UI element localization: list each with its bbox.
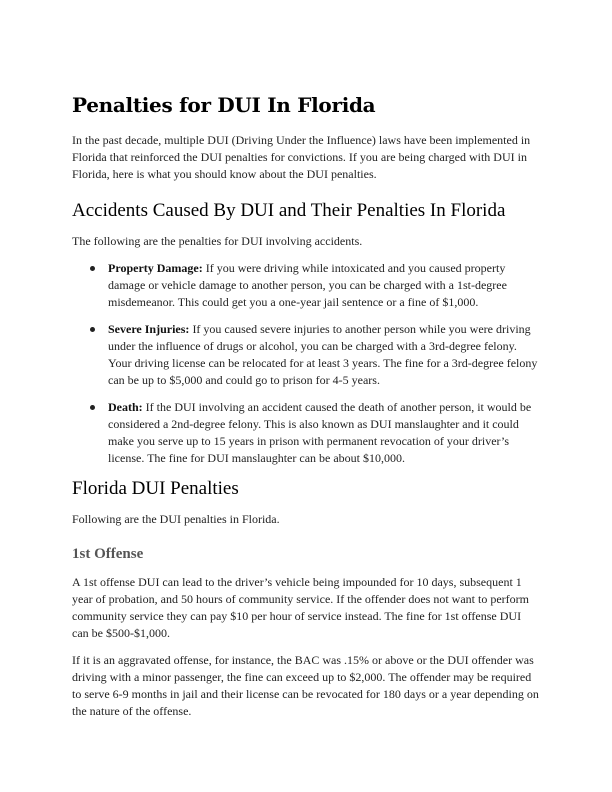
list-item-label: Death: xyxy=(108,400,143,414)
first-offense-paragraph-2: If it is an aggravated offense, for instance, the BAC was .15% or above or the DUI offender was driving with a minor passenger, the fine can exceed up to $2,000. The offender may be required to serve 6-9 months in jail and their license can be revocated for 180 days or a year depending on the nature of the offense. xyxy=(72,653,539,718)
list-item-property-damage xyxy=(108,260,540,311)
accidents-heading: Accidents Caused By DUI and Their Penalties In Florida xyxy=(72,200,506,221)
first-offense-heading: 1st Offense xyxy=(72,546,144,562)
list-item-label: Property Damage: xyxy=(108,261,203,275)
list-item-death xyxy=(108,399,540,467)
penalties-lead: Following are the DUI penalties in Florida. xyxy=(72,512,280,526)
accidents-lead: The following are the penalties for DUI involving accidents. xyxy=(72,234,363,248)
intro-paragraph: In the past decade, multiple DUI (Driving Under the Influence) laws have been implemented in Florida that reinforced the DUI penalties for convictions. If you are being charged with DUI in Florida, here is what you should know about the DUI penalties. xyxy=(72,133,531,181)
first-offense-paragraph-1: A 1st offense DUI can lead to the driver’s vehicle being impounded for 10 days, subsequent 1 year of probation, and 50 hours of community service. If the offender does not want to perform community service they can pay $10 per hour of service instead. The fine for 1st offense DUI can be $500-$1,000. xyxy=(72,575,529,640)
list-item-text: If the DUI involving an accident caused the death of another person, it would be considered a 2nd-degree felony. This is also known as DUI manslaughter and it could make you serve up to 15 years in prison with permanent revocation of your driver’s license. The fine for DUI manslaughter can be about $10,000. xyxy=(108,400,532,465)
list-item-text: If you were driving while intoxicated and you caused property damage or vehicle damage to another person, you can be charged with a 1st-degree misdemeanor. This could get you a one-year jail sentence or a fine of $1,000. xyxy=(108,261,507,309)
page-title: Penalties for DUI In Florida xyxy=(72,93,376,117)
penalties-heading: Florida DUI Penalties xyxy=(72,478,239,499)
list-item-label: Severe Injuries: xyxy=(108,322,190,336)
accidents-list xyxy=(72,260,540,467)
document-page xyxy=(72,92,540,730)
list-item-text: If you caused severe injuries to another person while you were driving under the influence of drugs or alcohol, you can be charged with a 3rd-degree felony. Your driving license can be relocated for at least 3 years. The fine for a 3rd-degree felony can be up to $5,000 and could go to prison for 4-5 years. xyxy=(108,322,538,387)
list-item-severe-injuries xyxy=(108,321,540,389)
